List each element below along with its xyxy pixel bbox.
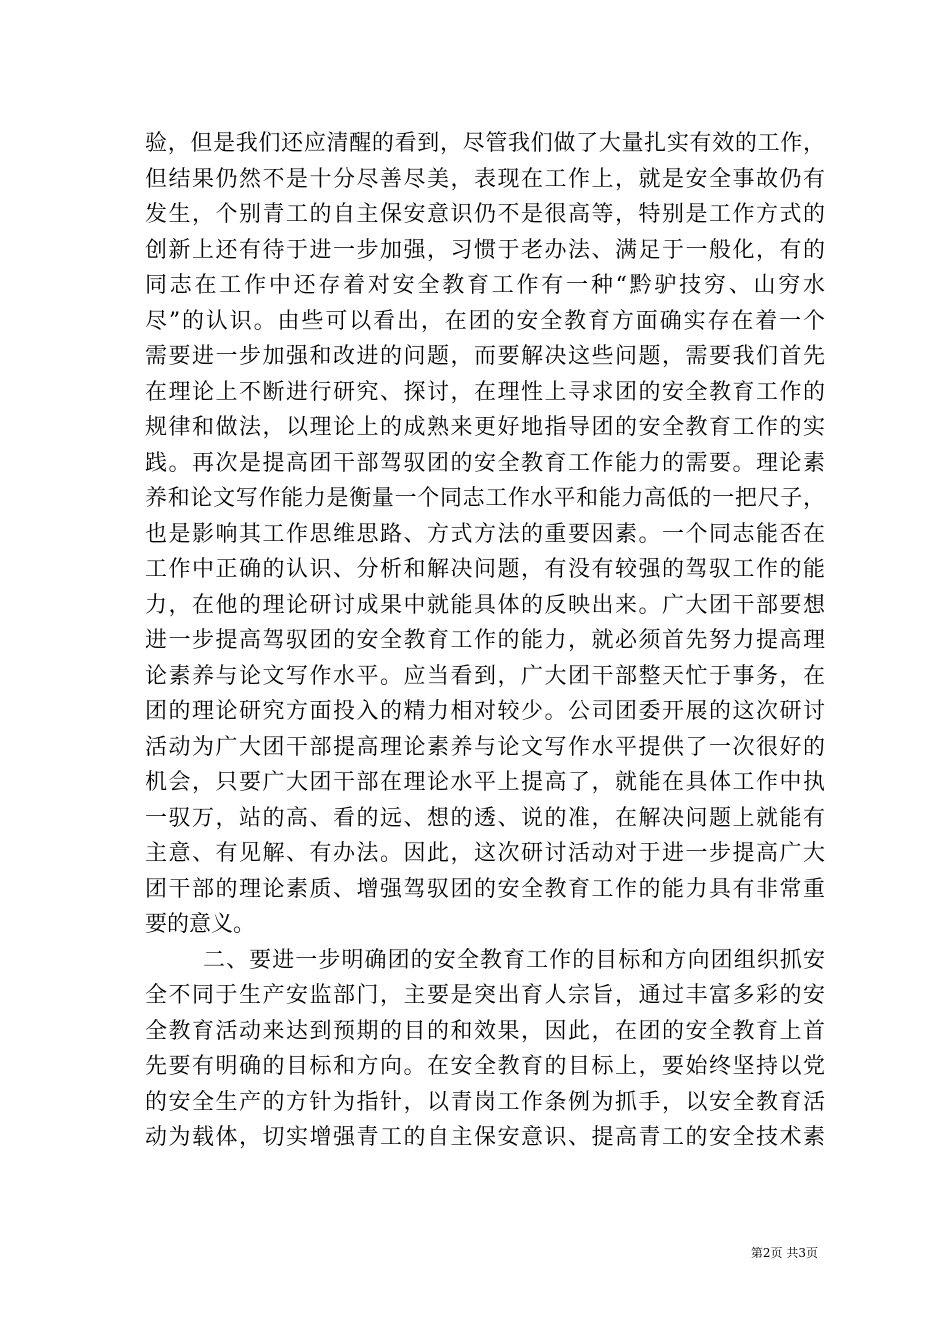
text-line: 发生，个别青工的自主保安意识仍不是很高等，特别是工作方式的 (145, 202, 825, 227)
text-line: 全不同于生产安监部门，主要是突出育人宗旨，通过丰富多彩的安 (145, 983, 825, 1008)
text-line: 一驭万，站的高、看的远、想的透、说的准，在解决问题上就能有 (145, 805, 825, 831)
text-line: 在理论上不断进行研究、探讨，在理性上寻求团的安全教育工作的 (145, 379, 825, 405)
text-line: 力，在他的理论研讨成果中就能具体的反映出来。广大团干部要想 (145, 592, 825, 618)
text-line: 进一步提高驾驭团的安全教育工作的能力，就必须首先努力提高理 (145, 628, 825, 653)
text-line: 创新上还有待于进一步加强，习惯于老办法、满足于一般化，有的 (145, 237, 825, 263)
text-line: 先要有明确的目标和方向。在安全教育的目标上，要始终坚持以党 (145, 1054, 825, 1079)
text-line: 团的理论研究方面投入的精力相对较少。公司团委开展的这次研讨 (145, 699, 825, 724)
text-line: 主意、有见解、有办法。因此，这次研讨活动对于进一步提高广大 (145, 841, 825, 866)
page-number-footer: 第2页 共3页 (750, 1246, 818, 1260)
text-line: 验，但是我们还应清醒的看到，尽管我们做了大量扎实有效的工作， (145, 131, 825, 156)
text-line: 工作中正确的认识、分析和解决问题，有没有较强的驾驭工作的能 (145, 557, 825, 582)
text-line: 践。再次是提高团干部驾驭团的安全教育工作能力的需要。理论素 (145, 450, 825, 476)
text-line: 养和论文写作能力是衡量一个同志工作水平和能力高低的一把尺子， (145, 486, 825, 511)
text-line: 同志在工作中还存着对安全教育工作有一种“黔驴技穷、山穷水 (145, 273, 825, 298)
text-line: 但结果仍然不是十分尽善尽美，表现在工作上，就是安全事故仍有 (145, 166, 825, 192)
text-line: 要的意义。 (145, 912, 256, 937)
text-line: 动为载体，切实增强青工的自主保安意识、提高青工的安全技术素 (145, 1125, 825, 1150)
text-line: 尽”的认识。由些可以看出，在团的安全教育方面确实存在着一个 (145, 308, 825, 334)
text-line: 需要进一步加强和改进的问题，而要解决这些问题，需要我们首先 (145, 344, 825, 369)
text-line: 活动为广大团干部提高理论素养与论文写作水平提供了一次很好的 (145, 734, 825, 760)
text-line: 也是影响其工作思维思路、方式方法的重要因素。一个同志能否在 (145, 521, 825, 547)
paragraph-start-line: 二、要进一步明确团的安全教育工作的目标和方向团组织抓安 (203, 947, 825, 973)
text-line: 团干部的理论素质、增强驾驭团的安全教育工作的能力具有非常重 (145, 876, 825, 902)
body-text (145, 126, 825, 1156)
text-line: 论素养与论文写作水平。应当看到，广大团干部整天忙于事务，在 (145, 663, 825, 689)
text-line: 的安全生产的方针为指针，以青岗工作条例为抓手，以安全教育活 (145, 1089, 825, 1115)
text-line: 机会，只要广大团干部在理论水平上提高了，就能在具体工作中执 (145, 770, 825, 795)
text-line: 全教育活动来达到预期的目的和效果，因此，在团的安全教育上首 (145, 1018, 825, 1044)
text-line: 规律和做法，以理论上的成熟来更好地指导团的安全教育工作的实 (145, 415, 825, 440)
